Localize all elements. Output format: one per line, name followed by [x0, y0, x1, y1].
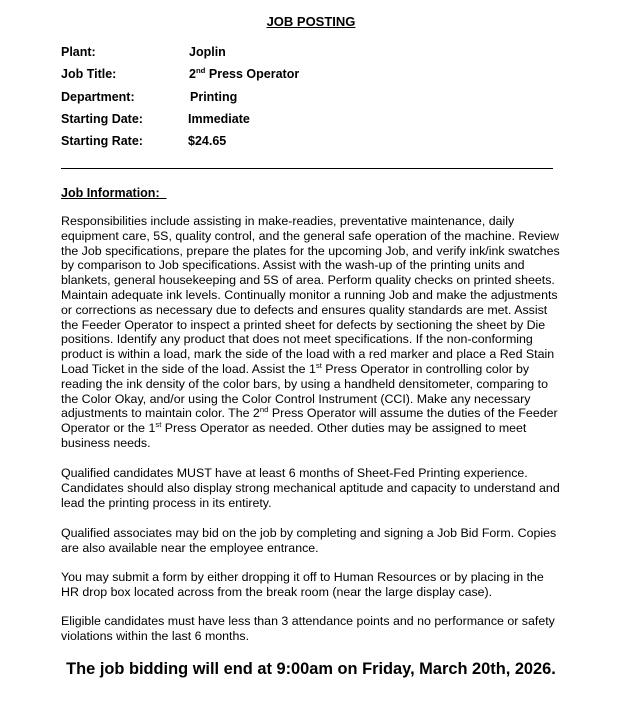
- starting-rate-value: $24.65: [188, 134, 227, 148]
- bidding-deadline: The job bidding will end at 9:00am on Friday, March 20th, 2026.: [66, 660, 556, 678]
- eligibility-paragraph: Eligible candidates must have less than 3 attendance points and no performance or safety violations within the last 6 months.: [61, 614, 555, 643]
- bidding-paragraph: Qualified associates may bid on the job by completing and signing a Job Bid Form. Copies are also available near the employee entrance.: [61, 526, 557, 555]
- submission-paragraph: You may submit a form by either dropping it off to Human Resources or by placing in the HR drop box located across from the break room (near the large display case).: [61, 570, 544, 599]
- starting-rate-label: Starting Rate:: [61, 134, 143, 148]
- job-information-heading: Job Information:: [61, 186, 167, 200]
- department-value: Printing: [190, 90, 238, 104]
- starting-date-value: Immediate: [188, 112, 250, 126]
- plant-label: Plant:: [61, 45, 96, 59]
- job-title-value: 2nd Press Operator: [189, 65, 300, 81]
- starting-date-label: Starting Date:: [61, 112, 143, 126]
- department-label: Department:: [61, 90, 135, 104]
- responsibilities-paragraph: Responsibilities include assisting in make-readies, preventative maintenance, daily equipment care, 5S, quality control, and the general safe operation of the machine. Review the Job specifications, prepare the plates for the upcoming Job, and verify ink/ink swatches by comparison to Job specifications. Assist with the wash-up of the printing units and blankets, general housekeeping and 5S of area. Perform quality checks on printed sheets. Maintain adequate ink levels. Continually monitor a running Job and make the adjustments or corrections as necessary due to defects and ensures quality standards are met. Assist the Feeder Operator to inspect a printed sheet for defects by sectioning the sheet by Die positions. Identify any product that does not meet specifications. If the non-conforming product is within a load, mark the side of the load with a red marker and place a Red Stain Load Ticket in the side of the load. Assist the 1st Press Operator in controlling color by reading the ink density of the color bars, by using a handheld densitometer, comparing to the Color Okay, and/or using the Color Control Instrument (CCI). Make any necessary adjustments to maintain color. The 2nd Press Operator will assume the duties of the Feeder Operator or the 1st Press Operator as needed. Other duties may be assigned to meet business needs.: [61, 214, 560, 450]
- qualifications-paragraph: Qualified candidates MUST have at least 6 months of Sheet-Fed Printing experience. Candidates should also display strong mechanical aptitude and capacity to understand and lead the printing process in its entirety.: [61, 466, 560, 510]
- page-title: JOB POSTING: [266, 14, 356, 29]
- section-divider: [61, 168, 553, 169]
- plant-value: Joplin: [189, 45, 226, 59]
- job-title-label: Job Title:: [61, 67, 117, 81]
